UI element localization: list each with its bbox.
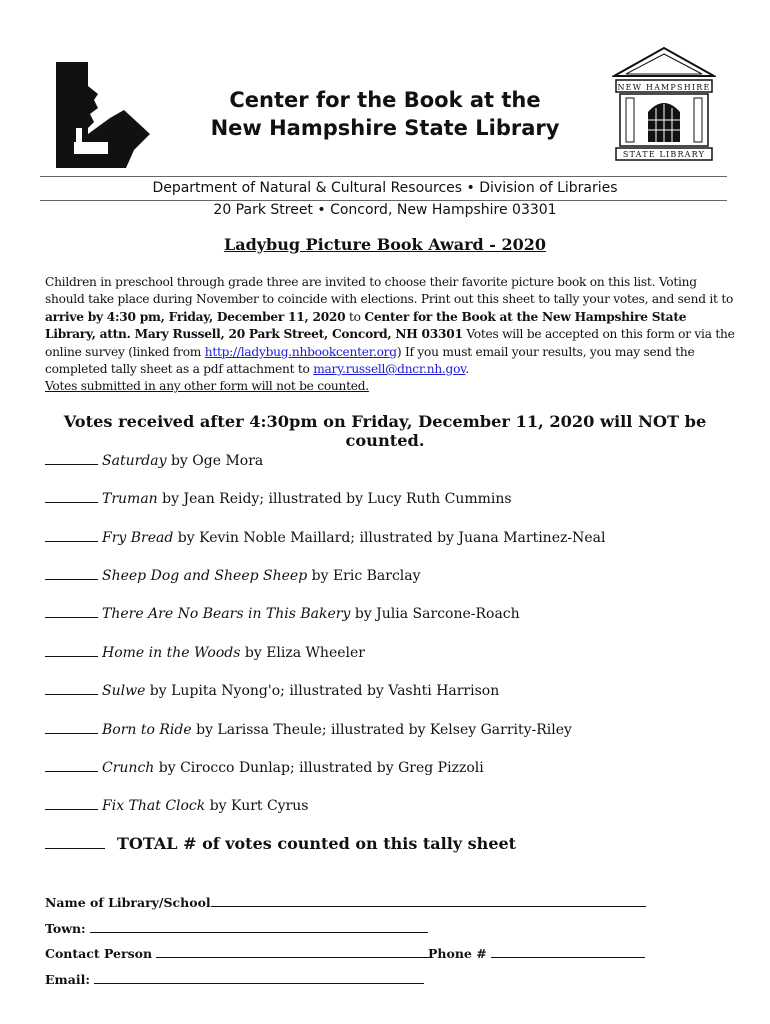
book-credit: by Lupita Nyong'o; illustrated by Vashti Harrison bbox=[145, 683, 500, 699]
vote-count-blank bbox=[45, 490, 98, 503]
total-votes-blank bbox=[45, 836, 105, 849]
book-title: Sulwe bbox=[102, 683, 146, 699]
phone-field bbox=[428, 945, 645, 961]
book-title: Saturday bbox=[102, 453, 167, 469]
library-name-line[interactable] bbox=[211, 894, 646, 907]
department-line: Department of Natural & Cultural Resources • Division of Libraries bbox=[152, 180, 618, 196]
organization-title-line-2: New Hampshire State Library bbox=[210, 116, 560, 140]
town-line[interactable] bbox=[90, 920, 428, 933]
email-line[interactable] bbox=[94, 971, 424, 984]
book-entry bbox=[45, 797, 309, 814]
book-entry bbox=[45, 682, 499, 699]
vote-count-blank bbox=[45, 721, 98, 734]
state-library-building-icon bbox=[612, 46, 716, 164]
book-title: Sheep Dog and Sheep Sheep bbox=[102, 568, 308, 584]
intro-text-1: Children in preschool through grade three are invited to choose their favorite picture book on this list. Voting should take place during November to coincide with elections. Print out this sheet to tally your votes, and send it to bbox=[45, 275, 734, 307]
email-label: Email: bbox=[45, 972, 95, 987]
book-credit: by Kurt Cyrus bbox=[205, 798, 309, 814]
intro-text-4: ) If you must email your results, you may send the completed tally sheet as a pdf attachment to bbox=[45, 344, 695, 377]
town-field bbox=[45, 920, 428, 936]
book-entry bbox=[45, 452, 263, 469]
submission-note: Votes submitted in any other form will not be counted. bbox=[45, 379, 369, 394]
seal-top-text: NEW HAMPSHIRE bbox=[617, 83, 711, 92]
book-credit: by Kevin Noble Maillard; illustrated by Juana Martinez-Neal bbox=[173, 530, 606, 546]
book-entry bbox=[45, 644, 365, 661]
total-votes-row bbox=[45, 834, 516, 853]
contact-person-label: Contact Person bbox=[45, 946, 157, 961]
survey-link[interactable]: http://ladybug.nhbookcenter.org bbox=[204, 344, 397, 359]
intro-text-2: to bbox=[345, 309, 365, 324]
library-name-label: Name of Library/School bbox=[45, 895, 211, 910]
vote-count-blank bbox=[45, 682, 98, 695]
deadline-text: arrive by 4:30 pm, Friday, December 11, 2020 bbox=[45, 309, 346, 324]
vote-count-blank bbox=[45, 452, 98, 465]
vote-count-blank bbox=[45, 529, 98, 542]
instructions-paragraph bbox=[45, 274, 735, 396]
email-field bbox=[45, 971, 424, 987]
vote-count-blank bbox=[45, 644, 98, 657]
contact-person-field bbox=[45, 945, 432, 961]
book-title: Born to Ride bbox=[102, 722, 192, 738]
book-credit: by Oge Mora bbox=[166, 453, 264, 469]
phone-label: Phone # bbox=[428, 946, 492, 961]
header-divider-bottom bbox=[40, 200, 727, 201]
book-entry bbox=[45, 567, 421, 584]
book-credit: by Julia Sarcone-Roach bbox=[350, 606, 520, 622]
organization-title bbox=[160, 86, 610, 142]
book-credit: by Eliza Wheeler bbox=[240, 645, 365, 661]
book-title: There Are No Bears in This Bakery bbox=[102, 606, 351, 622]
award-title: Ladybug Picture Book Award - 2020 bbox=[223, 235, 547, 254]
address-line: 20 Park Street • Concord, New Hampshire 03301 bbox=[213, 202, 557, 218]
total-votes-label: TOTAL # of votes counted on this tally sheet bbox=[117, 834, 517, 853]
book-credit: by Jean Reidy; illustrated by Lucy Ruth Cummins bbox=[157, 491, 512, 507]
intro-text-3: Votes will be accepted on this form or via the online survey (linked from bbox=[45, 327, 735, 359]
book-title: Crunch bbox=[102, 760, 155, 776]
header-divider-top bbox=[40, 176, 727, 177]
town-label: Town: bbox=[45, 921, 91, 936]
book-title: Fix That Clock bbox=[102, 798, 206, 814]
vote-count-blank bbox=[45, 605, 98, 618]
deadline-warning: Votes received after 4:30pm on Friday, December 11, 2020 will NOT be counted. bbox=[63, 412, 707, 450]
seal-bottom-text: STATE LIBRARY bbox=[622, 150, 706, 159]
book-credit: by Cirocco Dunlap; illustrated by Greg Pizzoli bbox=[154, 760, 484, 776]
vote-count-blank bbox=[45, 567, 98, 580]
book-title: Home in the Woods bbox=[102, 645, 241, 661]
book-entry bbox=[45, 605, 520, 622]
book-title: Truman bbox=[102, 491, 158, 507]
book-credit: by Eric Barclay bbox=[307, 568, 421, 584]
book-entry bbox=[45, 759, 484, 776]
mailing-address: Center for the Book at the New Hampshire State Library, attn. Mary Russell, 20 Park Street, Concord, NH 03301 bbox=[45, 309, 687, 342]
book-title: Fry Bread bbox=[102, 530, 174, 546]
email-link[interactable]: mary.russell@dncr.nh.gov bbox=[313, 362, 466, 377]
book-entry bbox=[45, 529, 605, 546]
vote-count-blank bbox=[45, 797, 98, 810]
organization-title-line-1: Center for the Book at the bbox=[229, 88, 541, 112]
phone-line[interactable] bbox=[491, 945, 645, 958]
book-entry bbox=[45, 490, 512, 507]
library-name-field bbox=[45, 894, 646, 910]
book-credit: by Larissa Theule; illustrated by Kelsey Garrity-Riley bbox=[191, 722, 572, 738]
contact-person-line[interactable] bbox=[156, 945, 432, 958]
center-for-the-book-logo-icon bbox=[52, 62, 156, 170]
intro-text-5: . bbox=[465, 362, 469, 377]
book-entry bbox=[45, 721, 572, 738]
vote-count-blank bbox=[45, 759, 98, 772]
